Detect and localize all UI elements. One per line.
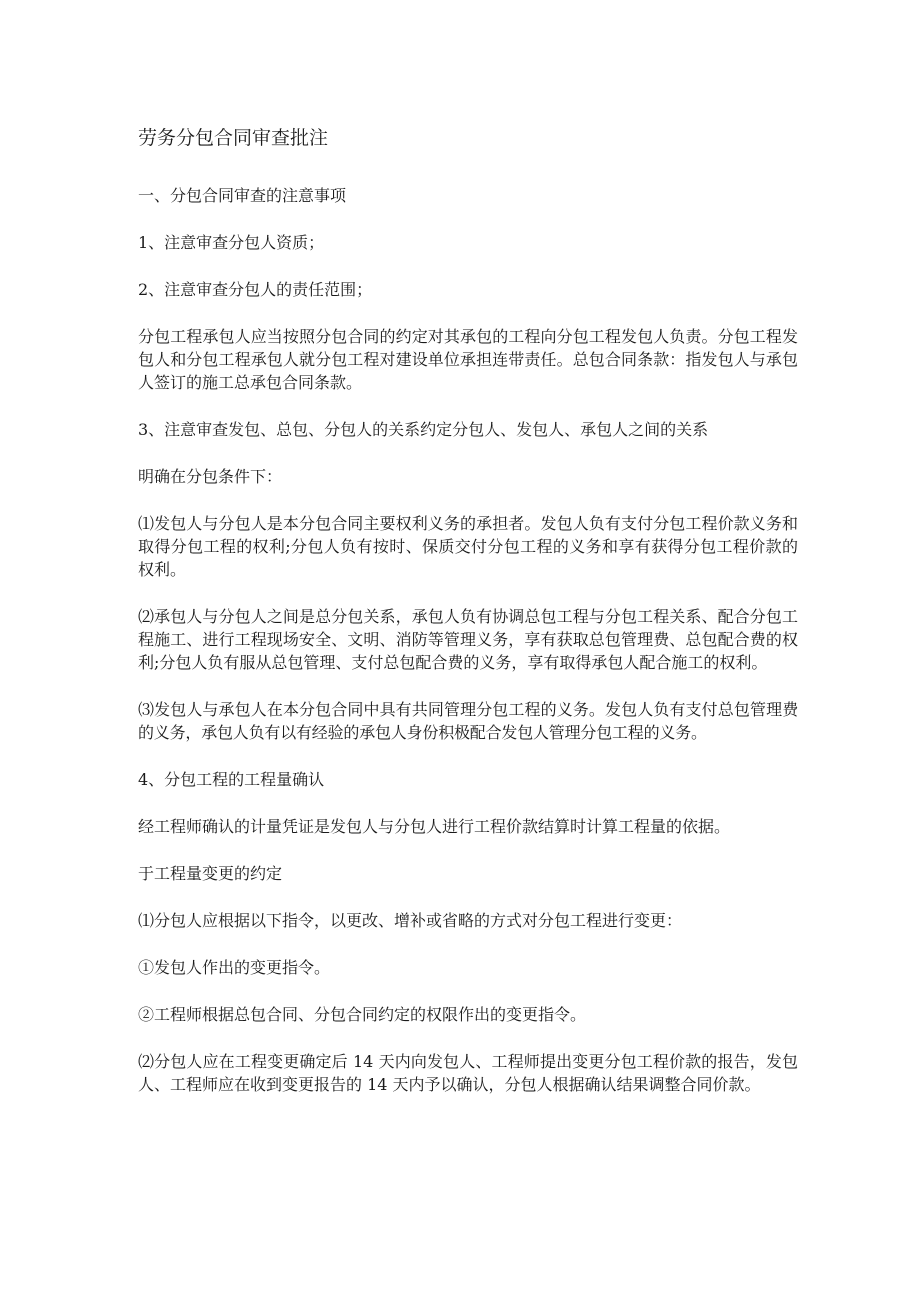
paragraph-conditions: 明确在分包条件下： — [138, 467, 283, 486]
item-1: 1、注意审查分包人资质； — [138, 233, 325, 252]
item-4: 4、分包工程的工程量确认 — [138, 770, 325, 789]
paragraph-variation-heading: 于工程量变更的约定 — [138, 864, 283, 883]
clause-3: ⑶发包人与承包人在本分包合同中具有共同管理分包工程的义务。发包人负有支付总包管理费的义务，承包人负有以有经验的承包人身份积极配合发包人管理分包工程的义务。 — [138, 700, 798, 742]
paragraph-liability: 分包工程承包人应当按照分包合同的约定对其承包的工程向分包工程发包人负责。分包工程发包人和分包工程承包人就分包工程对建设单位承担连带责任。总包合同条款：指发包人与承包人签订的施工总承包合同条款。 — [138, 327, 798, 392]
section-heading-1: 一、分包合同审查的注意事项 — [138, 186, 347, 205]
variation-clause-2: ⑵分包人应在工程变更确定后 14 天内向发包人、工程师提出变更分包工程价款的报告，发包人、工程师应在收到变更报告的 14 天内予以确认，分包人根据确认结果调整合同价款。 — [138, 1052, 798, 1094]
document-page — [138, 124, 798, 1120]
clause-1: ⑴发包人与分包人是本分包合同主要权利义务的承担者。发包人负有支付分包工程价款义务和取得分包工程的权利;分包人负有按时、保质交付分包工程的义务和享有获得分包工程价款的权利。 — [138, 514, 798, 579]
item-2: 2、注意审查分包人的责任范围； — [138, 280, 373, 299]
variation-clause-1: ⑴分包人应根据以下指令，以更改、增补或省略的方式对分包工程进行变更： — [138, 911, 683, 930]
paragraph-measurement: 经工程师确认的计量凭证是发包人与分包人进行工程价款结算时计算工程量的依据。 — [138, 817, 731, 836]
variation-sub-1: ①发包人作出的变更指令。 — [138, 958, 331, 977]
document-title: 劳务分包合同审查批注 — [138, 127, 329, 149]
clause-2: ⑵承包人与分包人之间是总分包关系，承包人负有协调总包工程与分包工程关系、配合分包工程施工、进行工程现场安全、文明、消防等管理义务，享有获取总包管理费、总包配合费的权利;分包人负有服从总包管理、支付总包配合费的义务，享有取得承包人配合施工的权利。 — [138, 607, 798, 672]
variation-sub-2: ②工程师根据总包合同、分包合同约定的权限作出的变更指令。 — [138, 1005, 587, 1024]
item-3: 3、注意审查发包、总包、分包人的关系约定分包人、发包人、承包人之间的关系 — [138, 420, 709, 439]
